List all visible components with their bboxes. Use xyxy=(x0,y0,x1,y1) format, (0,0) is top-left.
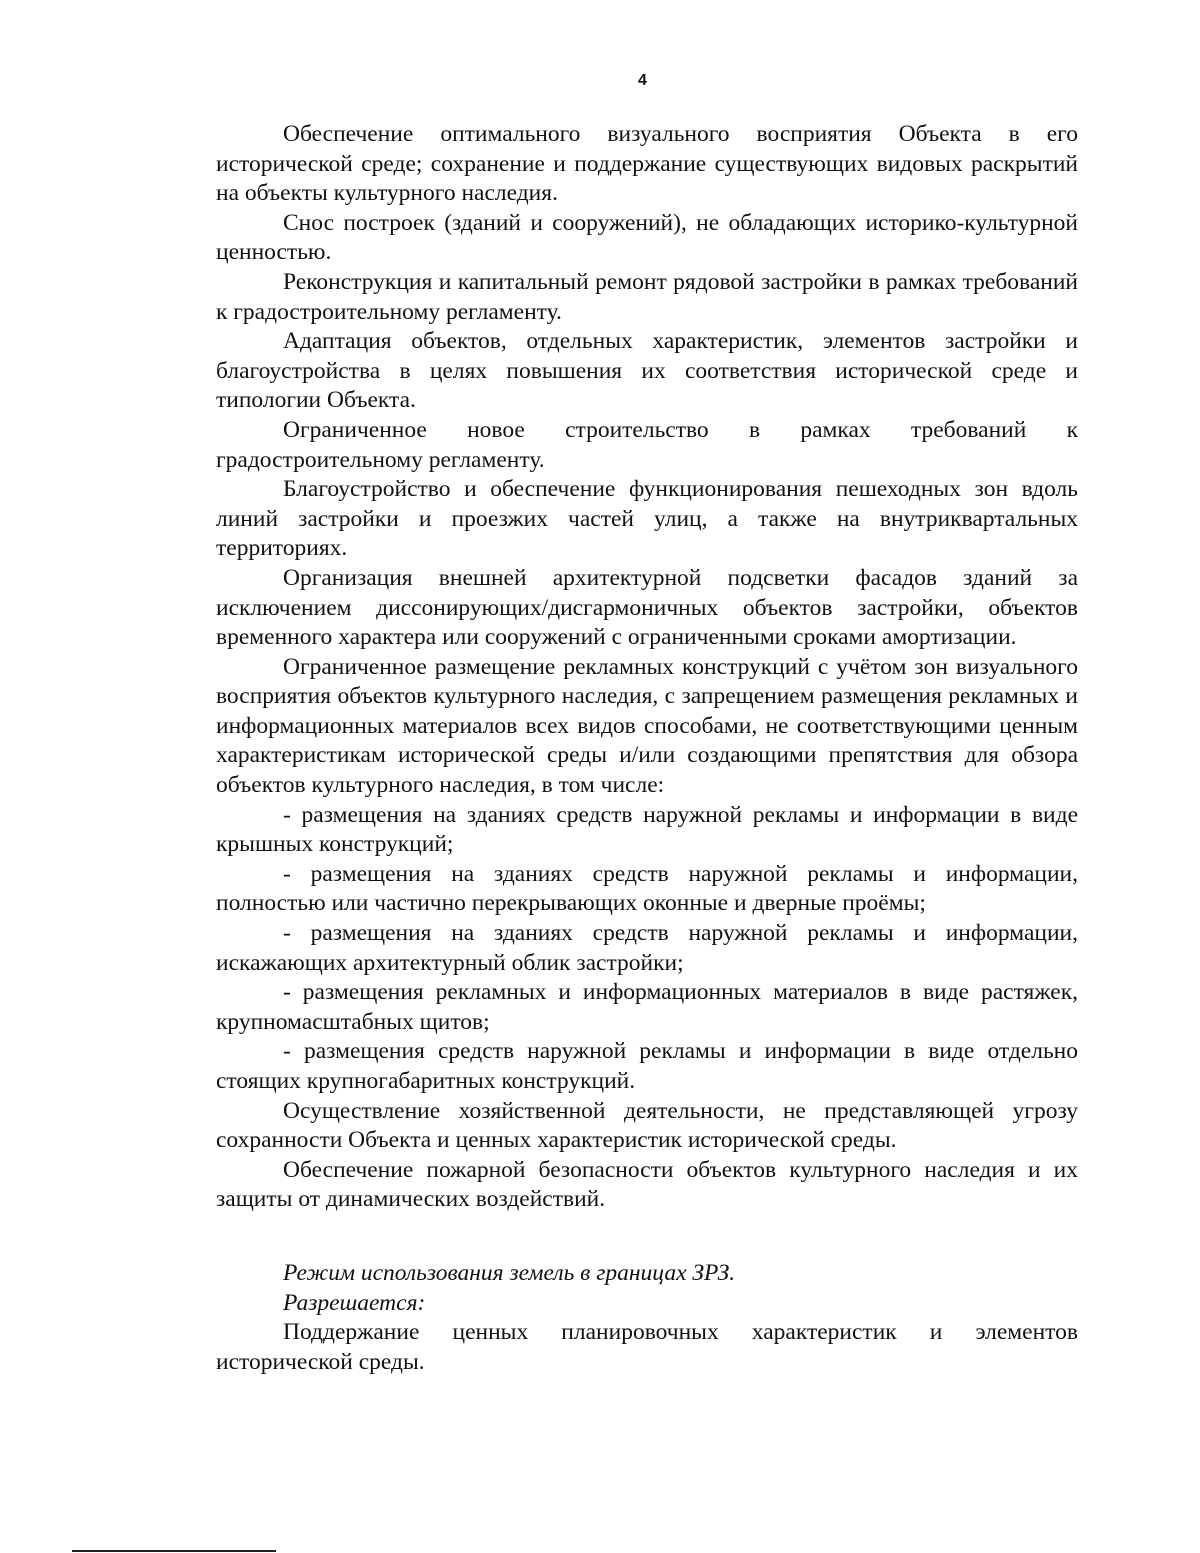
paragraph-pedestrian-zones: Благоустройство и обеспечение функционирования пешеходных зон вдоль линий застройки и проезжих частей улиц, а также на внутриквартальных территориях. xyxy=(216,476,1078,562)
list-item-roof-structures: - размещения на зданиях средств наружной рекламы и информации в виде крышных конструкций; xyxy=(216,801,1078,858)
section-subheading: Разрешается: xyxy=(283,1289,426,1316)
page-number: 4 xyxy=(638,72,647,89)
paragraph-planning-characteristics: Поддержание ценных планировочных характеристик и элементов исторической среды. xyxy=(216,1319,1078,1375)
list-item-banners: - размещения рекламных и информационных материалов в виде растяжек, крупномасштабных щитов; xyxy=(216,979,1078,1035)
footnote-divider xyxy=(72,1550,276,1552)
paragraph-adaptation: Адаптация объектов, отдельных характеристик, элементов застройки и благоустройства в целях повышения их соответствия исторической среде и типологии Объекта. xyxy=(216,328,1078,414)
paragraph-facade-lighting: Организация внешней архитектурной подсветки фасадов зданий за исключением диссонирующих/дисгармоничных объектов застройки, объектов временного характера или сооружений с ограниченными сроками амортизации. xyxy=(216,564,1078,651)
paragraph-fire-safety: Обеспечение пожарной безопасности объектов культурного наследия и их защиты от динамических воздействий. xyxy=(216,1156,1078,1213)
paragraph-demolition: Снос построек (зданий и сооружений), не обладающих историко-культурной ценностью. xyxy=(216,209,1078,266)
document-body xyxy=(216,120,1078,1377)
paragraph-limited-construction: Ограниченное новое строительство в рамках требований к градостроительному регламенту. xyxy=(216,416,1078,473)
list-item-window-openings: - размещения на зданиях средств наружной рекламы и информации, полностью или частично перекрывающих оконные и дверные проёмы; xyxy=(216,860,1078,917)
paragraph-reconstruction: Реконструкция и капитальный ремонт рядовой застройки в рамках требований к градостроительному регламенту. xyxy=(216,268,1078,325)
list-item-standalone-structures: - размещения средств наружной рекламы и информации в виде отдельно стоящих крупногабаритных конструкций. xyxy=(216,1038,1078,1094)
list-item-architectural-appearance: - размещения на зданиях средств наружной рекламы и информации, искажающих архитектурный облик застройки; xyxy=(216,920,1078,976)
section-spacer xyxy=(216,1215,1078,1259)
paragraph-advertising: Ограниченное размещение рекламных конструкций с учётом зон визуального восприятия объектов культурного наследия, с запрещением размещения рекламных и информационных материалов всех видов способами, не соответствующими ценным характеристикам исторической среды и/или создающими препятствия для обзора объектов культурного наследия, в том числе: xyxy=(216,653,1078,799)
section-heading: Режим использования земель в границах ЗРЗ. xyxy=(283,1259,736,1286)
paragraph-economic-activity: Осуществление хозяйственной деятельности, не представляющей угрозу сохранности Объекта и ценных характеристик исторической среды. xyxy=(216,1097,1078,1154)
paragraph-visual-perception: Обеспечение оптимального визуального восприятия Объекта в его исторической среде; сохранение и поддержание существующих видовых раскрытий на объекты культурного наследия. xyxy=(216,121,1078,207)
